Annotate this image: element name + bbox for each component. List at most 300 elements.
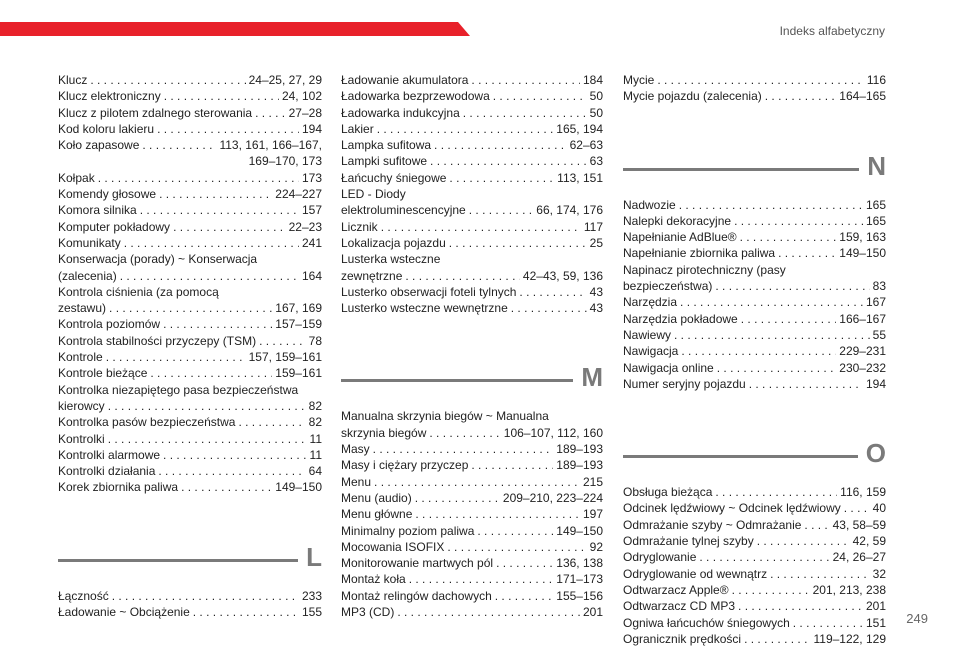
entry-term: Montaż relingów dachowych [341,588,492,603]
dot-leader [519,284,586,300]
entry-term: Licznik [341,219,378,234]
entry-line [623,327,886,343]
dot-leader [409,571,554,587]
index-entry [341,137,603,153]
dot-leader [255,105,286,121]
dot-leader [373,441,554,457]
entry-term: Klucz elektroniczny [58,89,161,104]
index-entry [623,229,886,245]
dot-leader [106,349,246,365]
entry-pages: 165 [865,213,886,228]
entry-term: Kontrolki alarmowe [58,447,161,462]
entry-term: Lampki sufitowe [341,154,428,169]
entry-pages: 173 [301,170,322,185]
dot-leader [159,186,272,202]
index-entry [341,284,603,300]
entry-pages: 32 [872,566,886,581]
dot-leader [715,278,869,294]
entry-term: Menu główne [341,507,413,522]
entry-pages: 201, 213, 238 [812,582,886,597]
entry-term: Napełnianie zbiornika paliwa [623,246,776,261]
entry-pages: 215 [582,474,603,489]
entry-term: Lokalizacja pojazdu [341,235,446,250]
index-entry [58,365,322,381]
index-entry [58,121,322,137]
index-entry [341,555,603,571]
entry-term: Odtwarzacz CD MP3 [623,599,736,614]
index-column-3 [623,72,886,647]
section-letter: M [581,362,603,393]
entry-line [58,268,322,284]
section-header [341,348,603,392]
entry-pages: 22–23 [288,219,322,234]
entry-line [58,300,322,316]
entry-line [623,360,886,376]
index-entry [58,447,322,463]
entry-term: Kontrolki [58,431,105,446]
index-entry [623,262,886,295]
index-entry [341,88,603,104]
entry-term: (zalecenia) [58,268,117,283]
entry-term: Kontrola poziomów [58,317,161,332]
index-entry [58,284,322,317]
entry-pages: 159–161 [275,366,322,381]
entry-line [623,631,886,647]
entry-term: Komora silnika [58,203,137,218]
index-entry [58,235,322,251]
entry-term: Menu [341,474,372,489]
dot-leader [112,588,299,604]
entry-line [623,598,886,614]
entry-term: Lusterko obserwacji foteli tylnych [341,284,517,299]
entry-line [623,566,886,582]
entry-term: zestawu) [58,301,107,316]
entry-pages: 233 [301,588,322,603]
index-entry [341,408,603,441]
index-entry [623,517,886,533]
entry-line [623,278,886,294]
index-entry [623,327,886,343]
index-entry [341,251,603,284]
dot-leader [163,316,272,332]
dot-leader [381,219,581,235]
dot-leader [738,598,863,614]
dot-leader [757,533,850,549]
dot-leader [397,604,580,620]
dot-leader [449,235,587,251]
section-header [623,137,886,181]
entry-line [58,72,322,88]
entry-term: elektroluminescencyjne [341,203,466,218]
entry-line [341,571,603,587]
entry-line [58,463,322,479]
entry-term: Kontrole bieżące [58,366,148,381]
dot-leader [181,479,272,495]
entry-pages: 157–159 [275,317,322,332]
section-header [58,528,322,572]
entry-pages: 82 [308,415,322,430]
entry-pages: 40 [872,501,886,516]
entry-line [623,376,886,392]
entry-pages: 78 [308,333,322,348]
index-entry [58,316,322,332]
entry-term: Lusterko wsteczne wewnętrzne [341,301,508,316]
entry-title-line: Manualna skrzynia biegów ~ Manualna [341,409,549,424]
dot-leader [471,72,580,88]
entry-term: Ładowarka indukcyjna [341,105,460,120]
index-entry [58,604,322,620]
dot-leader [734,213,863,229]
index-entry [623,294,886,310]
entry-line [341,170,603,186]
index-entry [623,245,886,261]
entry-term: MP3 (CD) [341,605,395,620]
entry-pages: 63 [589,154,603,169]
entry-term: Masy [341,442,370,457]
index-entry [341,539,603,555]
index-entry [341,588,603,604]
index-entry [341,186,603,219]
index-column-1 [58,72,322,620]
entry-line [58,235,322,251]
index-entry [623,484,886,500]
index-entry [341,523,603,539]
index-entry [341,506,603,522]
entry-term: Odryglowanie [623,550,697,565]
entry-pages: 166–167 [839,311,886,326]
dot-leader [429,425,500,441]
entry-pages: 116 [866,73,886,87]
entry-term: skrzynia biegów [341,425,427,440]
entry-pages: 165, 194 [556,121,603,136]
index-entry [623,566,886,582]
index-entry [58,382,322,415]
entry-term: Kontrola stabilności przyczepy (TSM) [58,333,257,348]
dot-leader [157,121,299,137]
index-entry [623,376,886,392]
entry-line [58,105,322,121]
index-entry [58,186,322,202]
entry-term: Ogranicznik prędkości [623,631,742,646]
dot-leader [778,245,836,261]
index-entry [58,72,322,88]
index-entry [58,251,322,284]
entry-term: Komendy głosowe [58,187,157,202]
entry-line [58,431,322,447]
entry-pages: 24, 102 [281,89,322,104]
index-entry [58,349,322,365]
entry-term: Narzędzia pokładowe [623,311,738,326]
index-entry [623,213,886,229]
entry-pages: 119–122, 129 [813,631,886,646]
entry-line [341,284,603,300]
entry-line [58,88,322,104]
entry-term: Menu (audio) [341,490,412,505]
entry-pages: 155 [301,605,322,620]
entry-term: Montaż koła [341,572,406,587]
entry-pages: 55 [872,327,886,342]
index-entry [58,479,322,495]
dot-leader [463,105,587,121]
dot-leader [193,604,299,620]
index-entry [341,153,603,169]
entry-line [58,479,322,495]
index-entry [623,72,886,88]
dot-leader [732,582,810,598]
dot-leader [495,588,554,604]
entry-pages: 167 [865,295,886,310]
entry-pages: 106–107, 112, 160 [503,425,603,440]
index-entry [58,333,322,349]
dot-leader [765,88,837,104]
entry-title-line: Konserwacja (porady) ~ Konserwacja [58,252,258,267]
entry-term: Kontrolka pasów bezpieczeństwa [58,415,236,430]
entry-term: Numer seryjny pojazdu [623,376,746,391]
entry-line [341,72,603,88]
entry-line [341,202,603,218]
dot-leader [90,72,245,88]
entry-pages: 164–165 [839,89,886,104]
dot-leader [699,549,829,565]
entry-term: Odryglowanie od wewnątrz [623,566,768,581]
entry-term: Minimalny poziom paliwa [341,523,475,538]
dot-leader [415,506,580,522]
index-entry [58,105,322,121]
dot-leader [150,365,272,381]
entry-line [58,121,322,137]
entry-pages: 230–232 [839,360,886,375]
entry-pages: 201 [582,605,603,620]
entry-line [623,197,886,213]
dot-leader [120,268,299,284]
entry-term: Mocowania ISOFIX [341,539,445,554]
entry-line [623,88,886,104]
entry-pages: 149–150 [839,246,886,261]
index-entry [623,533,886,549]
entry-pages: 149–150 [556,523,603,538]
entry-line [623,500,886,516]
entry-pages: 24–25, 27, 29 [248,73,322,87]
dot-leader [477,523,553,539]
entry-pages: 64 [308,464,322,479]
section-divider [623,168,859,171]
index-entry [341,474,603,490]
entry-line [341,474,603,490]
entry-pages: 155–156 [556,588,603,603]
entry-pages: 92 [589,539,603,554]
index-entry [341,121,603,137]
entry-pages: 136, 138 [556,556,603,571]
entry-term: Lampka sufitowa [341,138,432,153]
index-entry [341,441,603,457]
dot-leader [449,170,554,186]
entry-line [341,604,603,620]
index-entry [341,105,603,121]
index-entry [58,588,322,604]
entry-line [623,245,886,261]
entry-term: Monitorowanie martwych pól [341,556,494,571]
dot-leader [164,88,279,104]
entry-pages: 43, 58–59 [832,517,886,532]
entry-line [341,457,603,473]
entry-line [341,153,603,169]
entry-pages-continued: 169–170, 173 [248,154,322,169]
dot-leader [740,229,837,245]
dot-leader [741,311,837,327]
entry-term: Klucz z pilotem zdalnego sterowania [58,105,253,120]
entry-pages: 194 [301,121,322,136]
entry-line [58,604,322,620]
entry-term: Nawigacja [623,344,679,359]
section-divider [623,455,858,458]
index-entry [623,549,886,565]
dot-leader [415,490,500,506]
index-entry [58,219,322,235]
entry-term: Narzędzia [623,295,678,310]
dot-leader [770,566,870,582]
section-letter: L [306,541,322,572]
entry-line [623,72,886,88]
entry-title-line: LED - Diody [341,187,406,202]
dot-leader [377,121,554,137]
entry-line [58,447,322,463]
entry-term: Łączność [58,588,109,603]
entry-pages: 189–193 [556,458,603,473]
dot-leader [496,555,553,571]
dot-leader [109,300,272,316]
entry-line [623,517,886,533]
dot-leader [108,431,307,447]
entry-pages: 62–63 [569,138,603,153]
page-number: 249 [906,611,928,626]
entry-pages: 25 [589,235,603,250]
page-header-title: Indeks alfabetyczny [779,24,885,38]
dot-leader [434,137,567,153]
entry-pages: 50 [589,105,603,120]
entry-line [341,235,603,251]
entry-pages: 42, 59 [852,534,886,549]
entry-line [341,268,603,284]
entry-term: kierowcy [58,398,105,413]
index-entry [623,598,886,614]
dot-leader [744,631,810,647]
dot-leader [158,463,305,479]
index-entry [341,219,603,235]
index-column-2 [341,72,603,620]
entry-term: Łańcuchy śniegowe [341,170,447,185]
entry-term: Mycie pojazdu (zalecenia) [623,89,762,104]
entry-pages: 241 [301,235,322,250]
dot-leader [259,333,306,349]
entry-pages: 194 [865,376,886,391]
entry-term: Ogniwa łańcuchów śniegowych [623,615,790,630]
entry-line [58,588,322,604]
entry-term: Obsługa bieżąca [623,485,713,500]
index-entry [58,431,322,447]
entry-line [341,555,603,571]
entry-term: Masy i ciężary przyczep [341,458,469,473]
dot-leader [108,398,306,414]
dot-leader [715,484,837,500]
section-divider [341,379,573,382]
entry-line [341,137,603,153]
index-entry [341,72,603,88]
dot-leader [679,197,863,213]
entry-pages: 50 [589,89,603,104]
index-entry [58,170,322,186]
entry-pages: 157 [301,203,322,218]
entry-line [58,398,322,414]
entry-line [623,615,886,631]
entry-term: Mycie [623,73,655,87]
entry-term: Odcinek lędźwiowy ~ Odcinek lędźwiowy [623,501,841,516]
entry-line [623,343,886,359]
entry-line [623,484,886,500]
entry-line [341,490,603,506]
index-entry [623,197,886,213]
dot-leader [674,327,870,343]
index-entry [58,202,322,218]
dot-leader [511,300,587,316]
entry-pages: 167, 169 [275,301,322,316]
entry-line [58,349,322,365]
index-entry [341,170,603,186]
entry-pages: 113, 161, 166–167, [219,138,322,153]
entry-line [341,88,603,104]
index-entry [623,343,886,359]
entry-line [58,137,322,153]
entry-term: Lakier [341,121,374,136]
index-entry [623,88,886,104]
entry-pages: 11 [309,447,322,462]
index-entry [623,500,886,516]
dot-leader [98,170,299,186]
entry-line [623,533,886,549]
index-entry [58,137,322,170]
entry-line [341,105,603,121]
entry-term: Komunikaty [58,235,121,250]
entry-pages: 209–210, 223–224 [502,490,603,505]
dot-leader [469,202,534,218]
index-entry [58,88,322,104]
entry-pages: 201 [865,599,886,614]
entry-term: Ładowarka bezprzewodowa [341,89,490,104]
entry-line [623,549,886,565]
entry-term: Odtwarzacz Apple® [623,582,729,597]
dot-leader [405,268,520,284]
entry-line [341,219,603,235]
index-entry [58,463,322,479]
entry-line [623,294,886,310]
entry-line [58,414,322,430]
entry-line [341,121,603,137]
entry-line [623,213,886,229]
entry-term: Kontrolki działania [58,464,156,479]
entry-pages: 224–227 [275,187,322,202]
entry-line [341,523,603,539]
section-divider [58,559,298,562]
entry-pages: 11 [309,431,322,446]
index-entry [58,414,322,430]
entry-pages: 116, 159 [840,485,886,500]
dot-leader [493,88,587,104]
entry-term: Korek zbiornika paliwa [58,480,179,495]
dot-leader [804,517,829,533]
entry-line [58,170,322,186]
entry-line [341,539,603,555]
dot-leader [749,376,863,392]
entry-line [58,186,322,202]
